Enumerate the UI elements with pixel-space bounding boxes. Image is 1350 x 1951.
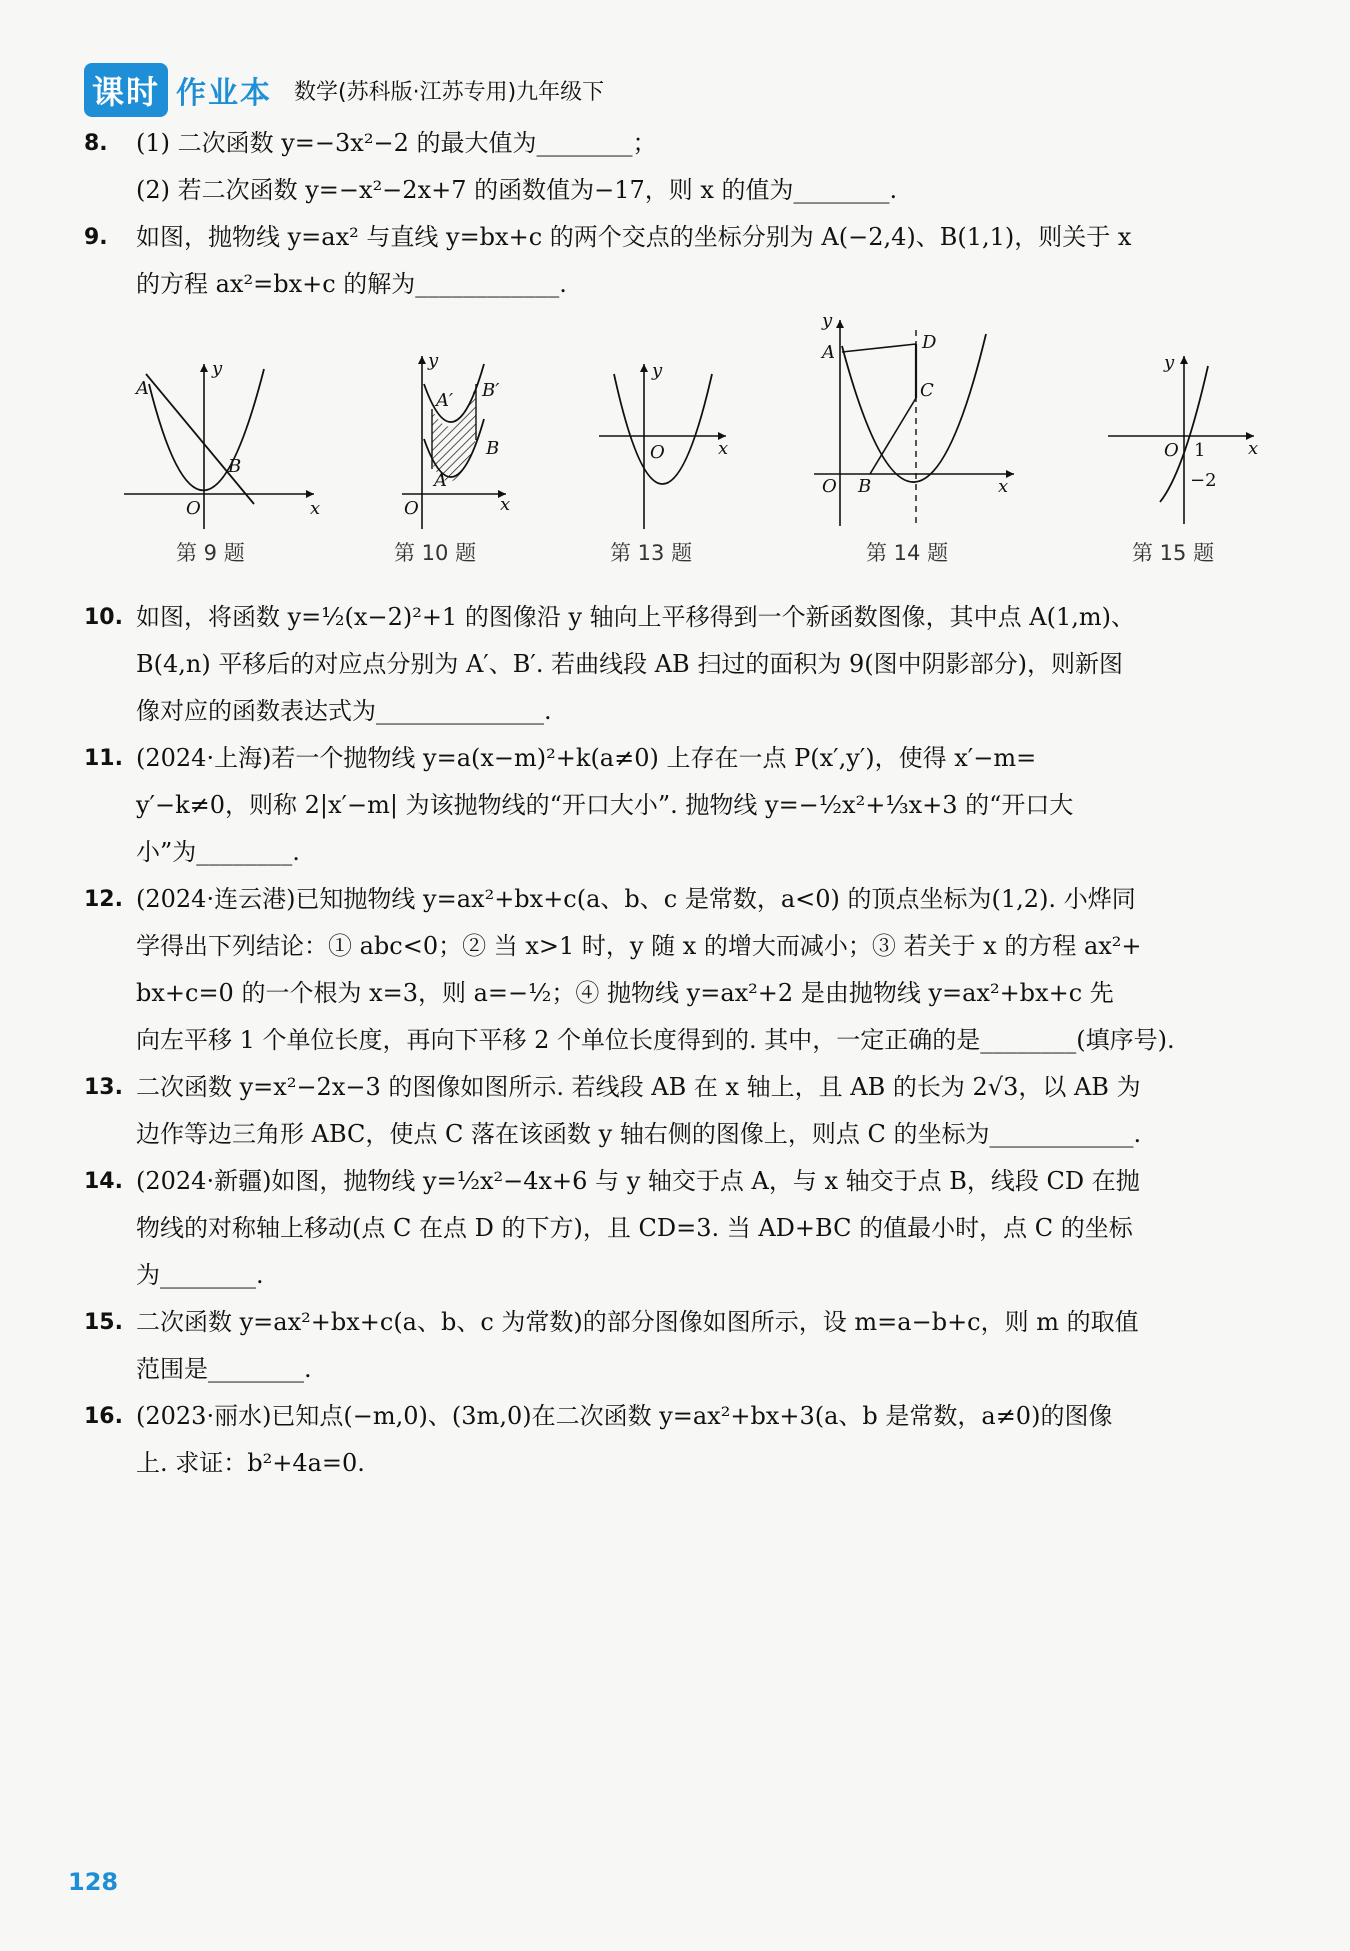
question-line: 上. 求证：b²+4a=0. — [136, 1449, 365, 1477]
question-number: 10. — [84, 605, 123, 630]
book-subject: 数学(苏科版·江苏专用)九年级下 — [294, 79, 605, 105]
question-number: 14. — [84, 1169, 123, 1194]
question-16 — [84, 1393, 1280, 1487]
question-number: 11. — [84, 746, 123, 771]
origin-label: O — [1164, 440, 1179, 461]
question-number: 15. — [84, 1310, 123, 1335]
origin-label: O — [404, 498, 419, 519]
question-line: y′−k≠0，则称 2|x′−m| 为该抛物线的“开口大小”. 抛物线 y=−½x²+⅓x+3 的“开口大 — [136, 791, 1074, 819]
point-c-label: C — [920, 380, 934, 401]
figure-caption: 第 15 题 — [1132, 541, 1215, 565]
question-11 — [84, 735, 1280, 876]
question-number: 13. — [84, 1075, 123, 1100]
x-axis-label: x — [310, 498, 321, 519]
point-a-prime-label: A′ — [436, 390, 454, 411]
origin-label: O — [186, 498, 201, 519]
figure-caption: 第 14 题 — [866, 541, 949, 565]
y-axis-label: y — [822, 314, 833, 331]
point-b-label: B — [228, 456, 242, 477]
question-line: 如图，抛物线 y=ax² 与直线 y=bx+c 的两个交点的坐标分别为 A(−2,4)、B(1,1)，则关于 x — [136, 223, 1132, 251]
question-8 — [84, 120, 1280, 214]
point-b-prime-label: B′ — [482, 380, 500, 401]
question-15 — [84, 1299, 1280, 1393]
tick-one-label: 1 — [1194, 440, 1206, 461]
question-10 — [84, 594, 1280, 735]
question-13 — [84, 1064, 1280, 1158]
question-12 — [84, 876, 1280, 1064]
question-number: 16. — [84, 1404, 123, 1429]
question-line: (1) 二次函数 y=−3x²−2 的最大值为________； — [136, 129, 657, 157]
question-line: 为________. — [136, 1261, 264, 1289]
book-brand: 作业本 — [176, 76, 273, 111]
question-line: (2024·新疆)如图，抛物线 y=½x²−4x+6 与 y 轴交于点 A，与 x 轴交于点 B，线段 CD 在抛 — [136, 1167, 1140, 1195]
question-9 — [84, 214, 1280, 308]
figure-row — [84, 314, 1280, 584]
point-a-label: A — [434, 470, 447, 491]
y-axis-label: y — [212, 358, 223, 379]
y-axis-label: y — [1164, 352, 1175, 373]
origin-label: O — [822, 476, 837, 497]
figure-caption: 第 13 题 — [610, 541, 693, 565]
question-line: B(4,n) 平移后的对应点分别为 A′、B′. 若曲线段 AB 扫过的面积为 9(图中阴影部分)，则新图 — [136, 650, 1123, 678]
point-b-label: B — [858, 476, 872, 497]
point-d-label: D — [922, 332, 937, 353]
x-axis-label: x — [718, 438, 729, 459]
question-line: (2024·上海)若一个抛物线 y=a(x−m)²+k(a≠0) 上存在一点 P(x′,y′)，使得 x′−m= — [136, 744, 1037, 772]
page-number: 128 — [68, 1868, 119, 1896]
figure-9 — [124, 354, 324, 565]
book-logo: 课时 — [84, 63, 168, 117]
x-axis-label: x — [1248, 438, 1259, 459]
question-line: 学得出下列结论：① abc<0；② 当 x>1 时，y 随 x 的增大而减小；③ 若关于 x 的方程 ax²+ — [136, 932, 1142, 960]
question-line: 向左平移 1 个单位长度，再向下平移 2 个单位长度得到的. 其中，一定正确的是________(填序号). — [136, 1026, 1175, 1054]
question-line: 边作等边三角形 ABC，使点 C 落在该函数 y 轴右侧的图像上，则点 C 的坐标为____________. — [136, 1120, 1142, 1148]
figure-10 — [394, 344, 524, 565]
y-axis-label: y — [652, 360, 663, 381]
question-line: (2023·丽水)已知点(−m,0)、(3m,0)在二次函数 y=ax²+bx+3(a、b 是常数，a≠0)的图像 — [136, 1402, 1113, 1430]
tick-neg2-label: −2 — [1190, 470, 1217, 491]
question-line: 二次函数 y=ax²+bx+c(a、b、c 为常数)的部分图像如图所示，设 m=a−b+c，则 m 的取值 — [136, 1308, 1139, 1336]
y-axis-label: y — [428, 350, 439, 371]
question-line: 像对应的函数表达式为______________. — [136, 697, 552, 725]
question-line: bx+c=0 的一个根为 x=3，则 a=−½；④ 抛物线 y=ax²+2 是由抛物线 y=ax²+bx+c 先 — [136, 979, 1114, 1007]
question-line: 如图，将函数 y=½(x−2)²+1 的图像沿 y 轴向上平移得到一个新函数图像，其中点 A(1,m)、 — [136, 603, 1135, 631]
page-header — [84, 62, 604, 118]
question-line: (2024·连云港)已知抛物线 y=ax²+bx+c(a、b、c 是常数，a<0) 的顶点坐标为(1,2). 小烨同 — [136, 885, 1136, 913]
figure-14 — [814, 314, 1014, 565]
x-axis-label: x — [500, 494, 511, 515]
figure-caption: 第 9 题 — [176, 541, 245, 565]
x-axis-label: x — [998, 476, 1009, 497]
point-a-label: A — [136, 378, 149, 399]
question-number: 9. — [84, 225, 108, 250]
figure-13 — [594, 354, 734, 565]
question-line: 范围是________. — [136, 1355, 312, 1383]
figure-15 — [1104, 344, 1264, 565]
figure-caption: 第 10 题 — [394, 541, 477, 565]
question-line: (2) 若二次函数 y=−x²−2x+7 的函数值为−17，则 x 的值为________. — [136, 176, 898, 204]
question-line: 二次函数 y=x²−2x−3 的图像如图所示. 若线段 AB 在 x 轴上，且 AB 的长为 2√3，以 AB 为 — [136, 1073, 1141, 1101]
question-number: 12. — [84, 887, 123, 912]
origin-label: O — [650, 442, 665, 463]
question-number: 8. — [84, 131, 108, 156]
page-content — [84, 120, 1280, 1487]
question-14 — [84, 1158, 1280, 1299]
point-a-label: A — [822, 342, 835, 363]
point-b-label: B — [486, 438, 500, 459]
question-line: 物线的对称轴上移动(点 C 在点 D 的下方)，且 CD=3. 当 AD+BC 的值最小时，点 C 的坐标 — [136, 1214, 1133, 1242]
question-line: 的方程 ax²=bx+c 的解为____________. — [136, 270, 567, 298]
question-line: 小”为________. — [136, 838, 300, 866]
